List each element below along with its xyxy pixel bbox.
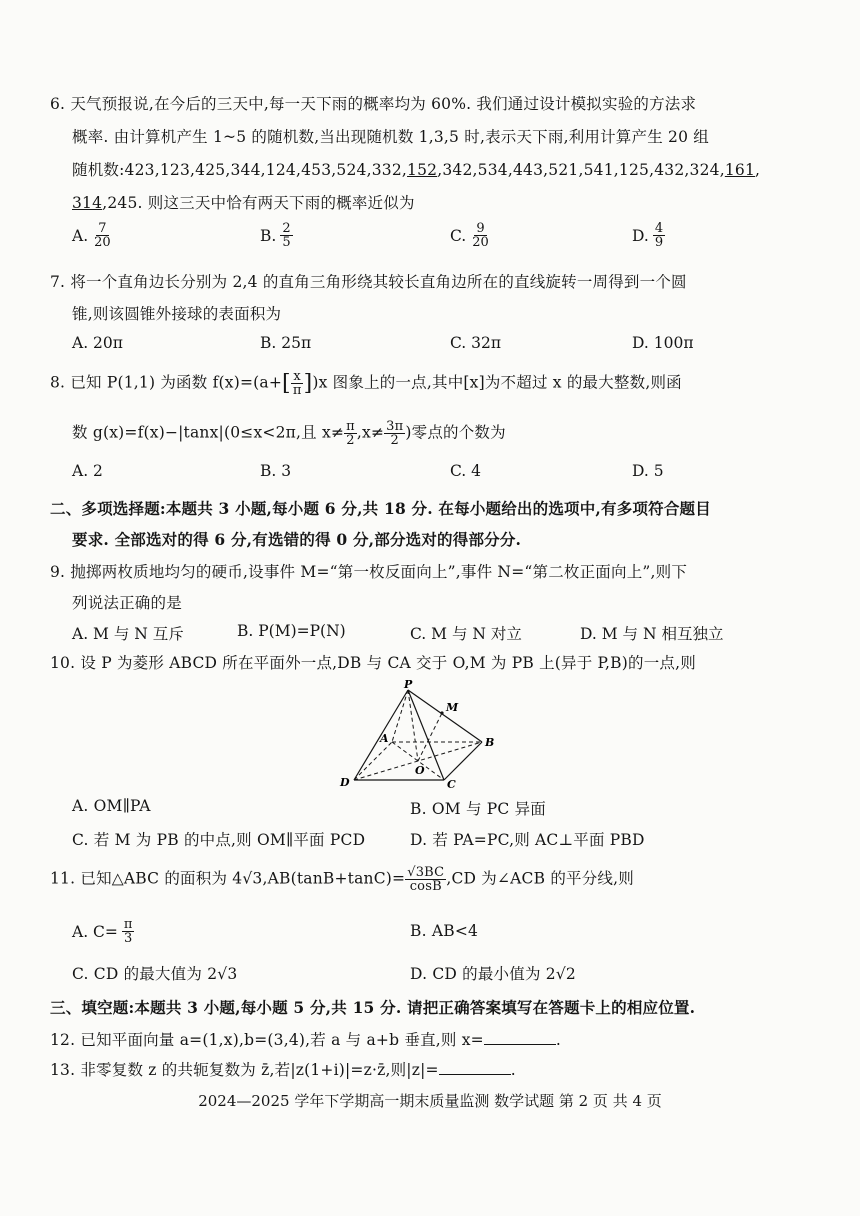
q11-option-c: C. CD 的最大值为 2√3 [72,965,238,983]
q6-line-1: 6. 天气预报说,在今后的三天中,每一天下雨的概率均为 60%. 我们通过设计模拟实验的方法求 [50,95,697,113]
q7-options [72,334,812,368]
page-footer: 2024—2025 学年下学期高一期末质量监测 数学试题 第 2 页 共 4 页 [198,1092,662,1110]
q13-answer-blank [439,1060,511,1075]
q12-line: 12. 已知平面向量 a=(1,x),b=(3,4),若 a 与 a+b 垂直,则 x= . [50,1031,561,1049]
q10-option-a: A. OM∥PA [72,797,151,815]
q9-option-c: C. M 与 N 对立 [410,625,522,643]
q8-option-b: B. 3 [260,462,292,480]
label-b: B [485,736,495,749]
q6-line-4: 314,245. 则这三天中恰有两天下雨的概率近似为 [72,194,415,212]
q8-option-c: C. 4 [450,462,482,480]
q11-option-b: B. AB<4 [410,922,479,940]
q10-line-1: 10. 设 P 为菱形 ABCD 所在平面外一点,DB 与 CA 交于 O,M 为 PB 上(异于 P,B)的一点,则 [50,654,696,672]
section-2-heading: 二、多项选择题:本题共 3 小题,每小题 6 分,共 18 分. 在每小题给出的选项中,有多项符合题目 [50,499,711,518]
q10-option-c: C. 若 M 为 PB 的中点,则 OM∥平面 PCD [72,831,366,849]
q9-line-2: 列说法正确的是 [72,594,182,612]
label-m: M [446,701,459,714]
q8-options [72,462,812,496]
section-3-heading: 三、填空题:本题共 3 小题,每小题 5 分,共 15 分. 请把正确答案填写在答题卡上的相应位置. [50,998,696,1017]
q6-option-a: A. $\frac{7}{20}$ [72,221,111,250]
q13-line: 13. 非零复数 z 的共轭复数为 z̄,若|z(1+i)|=z·z̄,则|z|= . [50,1061,516,1079]
label-d: D [340,776,350,789]
q8-option-d: D. 5 [632,462,664,480]
q7-option-c: C. 32π [450,334,502,352]
q8-line-1: 8. 已知 P(1,1) 为函数 f(x)=(a+[ $\frac{x}{\pi}$ ])x 图象上的一点,其中[x]为不超过 x 的最大整数,则函 [50,369,682,398]
q7-line-2: 锥,则该圆锥外接球的表面积为 [72,305,282,323]
q6-option-c: C. $\frac{9}{20}$ [450,221,489,250]
q9-line-1: 9. 抛掷两枚质地均匀的硬币,设事件 M=“第一枚反面向上”,事件 N=“第二枚正面向上”,则下 [50,563,688,581]
q9-option-d: D. M 与 N 相互独立 [580,625,724,643]
q7-option-a: A. 20π [72,334,123,352]
q6-option-d: D. $\frac{4}{9}$ [632,221,664,250]
q6-line-3: 随机数:423,123,425,344,124,453,524,332,152,342,534,443,521,541,125,432,324,161, [72,161,761,179]
q9-option-b: B. P(M)=P(N) [237,622,346,640]
label-o: O [415,764,425,777]
q10-option-b: B. OM 与 PC 异面 [410,800,546,818]
q6-line-2: 概率. 由计算机产生 1~5 的随机数,当出现随机数 1,3,5 时,表示天下雨,利用计算产生 20 组 [72,128,709,146]
label-p: P [404,680,413,691]
q6-option-b: B. $\frac{2}{5}$ [260,221,291,250]
q8-line-2: 数 g(x)=f(x)−|tanx|(0≤x<2π,且 x≠ $\frac{\pi}{2}$ ,x≠ $\frac{3\pi}{2}$ )零点的个数为 [72,419,506,448]
q8-option-a: A. 2 [72,462,103,480]
q7-option-d: D. 100π [632,334,694,352]
q7-option-b: B. 25π [260,334,312,352]
pyramid-diagram [332,680,532,790]
label-a: A [380,732,389,745]
q9-option-a: A. M 与 N 互斥 [72,625,184,643]
q7-line-1: 7. 将一个直角边长分别为 2,4 的直角三角形绕其较长直角边所在的直线旋转一周得到一个圆 [50,273,687,291]
q12-answer-blank [484,1030,556,1045]
section-2-heading-line-2: 要求. 全部选对的得 6 分,有选错的得 0 分,部分选对的得部分分. [72,530,522,549]
q11-line-1: 11. 已知△ABC 的面积为 4√3,AB(tanB+tanC)= $\frac{√3BC}{\cos B}$ ,CD 为∠ACB 的平分线,则 [50,865,634,894]
label-c: C [447,778,456,790]
q11-option-a: A. C= $\frac{\pi}{3}$ [72,917,133,946]
q10-option-d: D. 若 PA=PC,则 AC⊥平面 PBD [410,831,645,849]
q11-option-d: D. CD 的最小值为 2√2 [410,965,576,983]
q6-options [72,222,812,256]
